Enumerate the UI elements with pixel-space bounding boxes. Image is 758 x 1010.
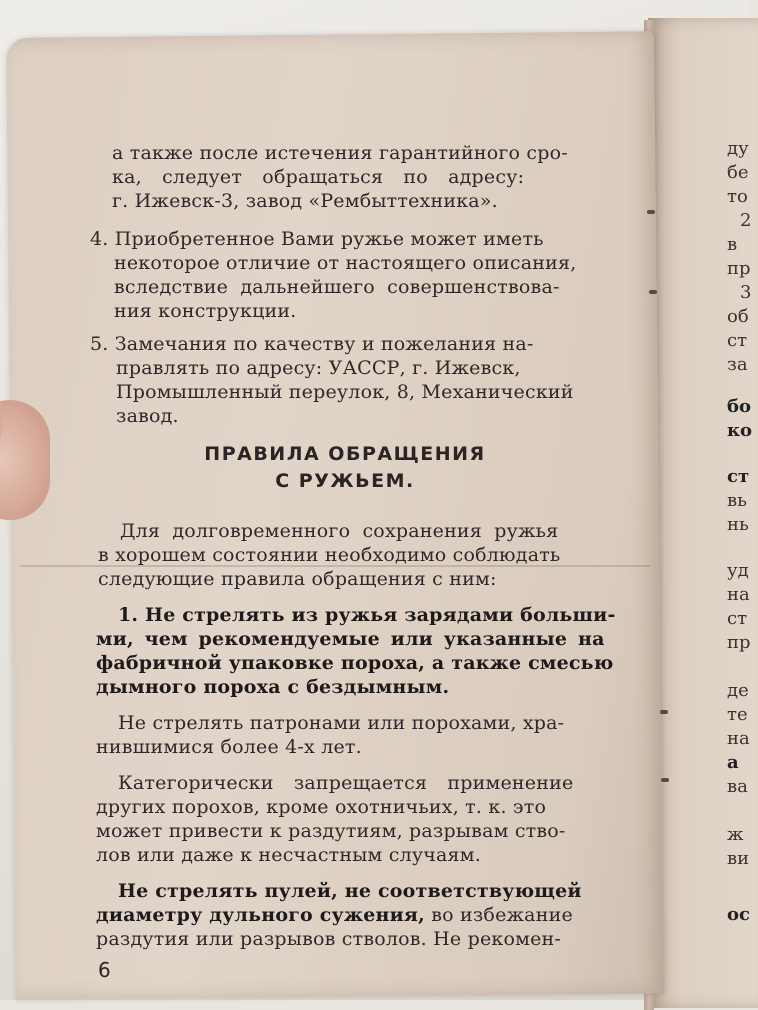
right-fragment: ви xyxy=(727,848,750,869)
para3-line-3: может привести к раздутиям, разрывам ство- xyxy=(96,820,566,842)
item5-line-4: завод. xyxy=(116,405,179,427)
right-fragment: де xyxy=(727,680,749,701)
staple-mark xyxy=(647,210,655,214)
para4-line-2 xyxy=(96,904,573,927)
para4-line-1: Не стрелять пулей, не соответствующей xyxy=(118,880,582,902)
intro-line-2: ка, следует обращаться по адресу: xyxy=(112,166,525,188)
section-heading-line-2: С РУЖЬЕМ. xyxy=(275,470,415,492)
right-fragment: пр xyxy=(727,632,751,653)
item5-line-1: 5. Замечания по качеству и пожелания на- xyxy=(90,333,534,355)
para2-line-2: нившимися более 4-х лет. xyxy=(96,736,362,758)
right-fragment: на xyxy=(727,728,750,749)
right-fragment: ст xyxy=(727,466,750,487)
right-fragment: ж xyxy=(727,824,744,845)
item4-line-1: 4. Приобретенное Вами ружье может иметь xyxy=(90,228,544,250)
staple-mark xyxy=(661,778,669,782)
para3-line-1: Категорически запрещается применение xyxy=(118,772,574,794)
staple-mark xyxy=(660,710,668,714)
item4-line-4: ния конструкции. xyxy=(114,300,297,322)
right-fragment: пр xyxy=(727,258,751,279)
intro-line-1: а также после истечения гарантийного сро- xyxy=(112,142,568,164)
right-fragment: то xyxy=(727,186,748,207)
right-fragment: за xyxy=(727,354,748,375)
right-fragment: уд xyxy=(727,560,749,581)
para3-line-4: лов или даже к несчастным случаям. xyxy=(96,844,481,866)
right-fragment: 3 xyxy=(740,282,752,303)
para4-rest-1: во избежание xyxy=(424,904,573,926)
item5-line-2: правлять по адресу: УАССР, г. Ижевск, xyxy=(116,357,521,379)
rule1-line-2: ми, чем рекомендуемые или указанные на xyxy=(96,628,605,650)
staple-mark xyxy=(649,290,657,294)
item5-line-3: Промышленный переулок, 8, Механический xyxy=(116,381,574,403)
para4-bold-phrase: диаметру дульного сужения, xyxy=(96,904,425,926)
section-heading-line-1: ПРАВИЛА ОБРАЩЕНИЯ xyxy=(204,443,486,465)
item4-line-3: вследствие дальнейшего совершенствова- xyxy=(114,276,560,298)
rule1-line-1: 1. Не стрелять из ружья зарядами больши- xyxy=(118,604,616,626)
para1-line-3: следующие правила обращения с ним: xyxy=(98,568,497,590)
right-fragment: ст xyxy=(727,330,748,351)
para2-line-1: Не стрелять патронами или порохами, хра- xyxy=(118,712,565,734)
item4-line-2: некоторое отличие от настоящего описания, xyxy=(114,252,577,274)
para3-line-2: других порохов, кроме охотничьих, т. к. это xyxy=(96,796,547,818)
right-fragment: бе xyxy=(727,162,749,183)
para4-line-3: раздутия или разрывов стволов. Не рекомен- xyxy=(96,928,562,950)
right-fragment: в xyxy=(727,234,738,255)
holding-finger xyxy=(0,400,50,520)
right-fragment: а xyxy=(727,752,739,773)
right-fragment: ва xyxy=(727,776,748,797)
intro-line-3: г. Ижевск-3, завод «Рембыттехника». xyxy=(112,190,498,212)
right-fragment: вь xyxy=(727,490,747,511)
right-fragment: ко xyxy=(727,420,753,441)
page-number: 6 xyxy=(98,958,111,982)
right-fragment: нь xyxy=(727,514,749,535)
right-fragment: 2 xyxy=(740,210,752,231)
right-fragment: те xyxy=(727,704,748,725)
right-fragment: ду xyxy=(727,138,749,159)
right-fragment: бо xyxy=(727,396,752,417)
rule1-line-4: дымного пороха с бездымным. xyxy=(96,676,450,698)
right-fragment: ос xyxy=(727,904,750,925)
right-fragment: об xyxy=(727,306,749,327)
right-fragment: ст xyxy=(727,608,748,629)
para1-line-1: Для долговременного сохранения ружья xyxy=(120,520,559,542)
para1-line-2: в хорошем состоянии необходимо соблюдать xyxy=(98,544,561,566)
right-fragment: на xyxy=(727,584,750,605)
rule1-line-3: фабричной упаковке пороха, а также смесью xyxy=(96,652,614,674)
